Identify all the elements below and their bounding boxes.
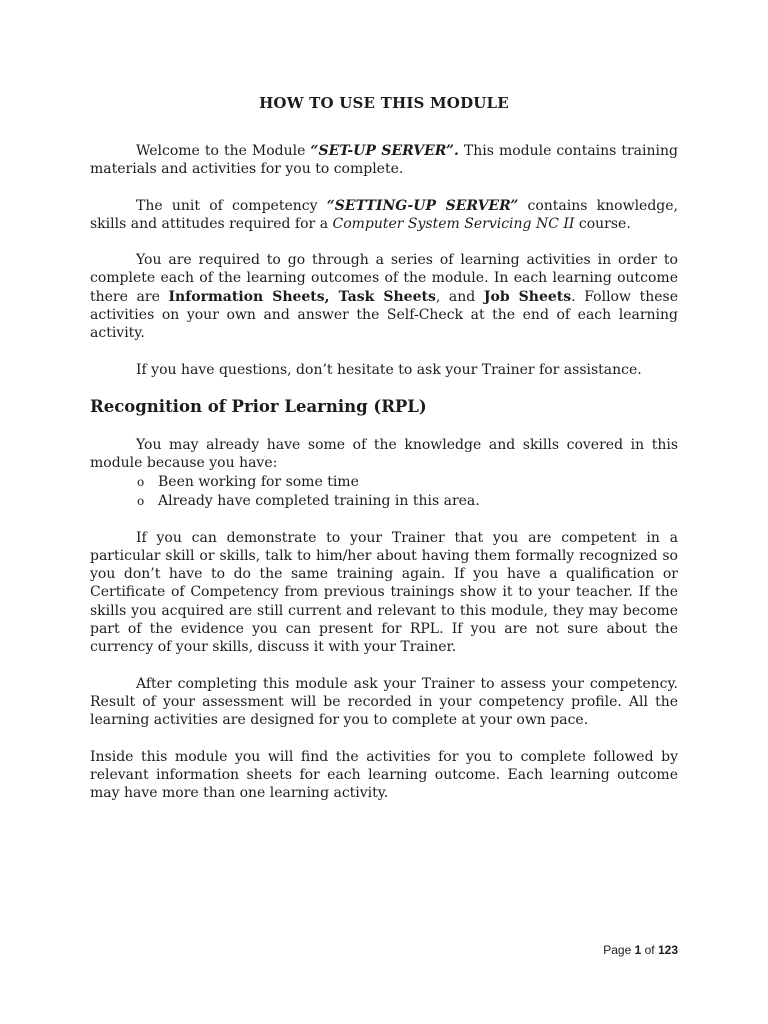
activities-text-c: , and	[435, 288, 484, 305]
welcome-text-c: This module contains training materials and activities for you to complete.	[90, 143, 678, 178]
demonstrate-paragraph: If you can demonstrate to your Trainer that you are competent in a particular skill or skills, talk to him/her about having them formally recognized so you don’t have to do the same training again. If you have a qualification or Certificate of Competency from previous trainings show it to your teacher. If the skills you acquired are still current and relevant to this module, they may become part of the evidence you can present for RPL. If you are not sure about the currency of your skills, discuss it with your Trainer.	[90, 529, 678, 656]
page-footer	[603, 943, 678, 957]
list-item	[90, 492, 678, 511]
list-item-text: Been working for some time	[158, 473, 359, 490]
module-name: “SET-UP SERVER”.	[310, 143, 459, 159]
inside-module-paragraph: Inside this module you will find the activities for you to complete followed by relevant information sheets for each learning outcome. Each learning outcome may have more than one learning activity.	[90, 748, 678, 802]
of-label: of	[641, 943, 658, 957]
page-number: 1	[634, 943, 642, 957]
activities-text-a: You are required to go through a series of learning activities in order to complete each of the learning outcomes of the module. In each learning outcome there are	[90, 252, 678, 305]
competency-text-c: contains knowledge, skills and attitudes required for a	[90, 197, 678, 232]
activities-text-e: . Follow these activities on your own and answer the Self-Check at the end of each learning activity.	[90, 288, 678, 342]
bullet-icon: o	[137, 493, 145, 508]
total-pages: 123	[657, 943, 678, 957]
bullet-icon: o	[137, 474, 145, 489]
rpl-intro-paragraph: You may already have some of the knowledge and skills covered in this module because you have:	[90, 436, 678, 472]
competency-name: “SETTING-UP SERVER”	[326, 197, 519, 214]
page-title: HOW TO USE THIS MODULE	[259, 94, 509, 112]
page-label: Page	[603, 943, 635, 957]
job-sheets-bold: Job Sheets	[483, 288, 572, 305]
rpl-heading: Recognition of Prior Learning (RPL)	[90, 396, 427, 416]
page-content	[90, 94, 678, 820]
list-item-text: Already have completed training in this area.	[158, 492, 480, 509]
competency-text-a: The unit of competency	[136, 197, 327, 214]
competency-paragraph	[90, 197, 678, 234]
activities-paragraph	[90, 251, 678, 342]
list-item	[90, 473, 678, 492]
sheet-types-bold: Information Sheets, Task Sheets	[168, 288, 436, 305]
questions-paragraph: If you have questions, don’t hesitate to ask your Trainer for assistance.	[136, 361, 642, 378]
welcome-text-a: Welcome to the Module	[136, 143, 311, 159]
welcome-paragraph	[90, 142, 678, 179]
course-name: Computer System Servicing NC II	[332, 215, 575, 232]
rpl-bullet-list	[90, 473, 678, 511]
competency-text-e: course.	[574, 215, 631, 232]
assessment-paragraph: After completing this module ask your Trainer to assess your competency. Result of your assessment will be recorded in your competency profile. All the learning activities are designed for you to complete at your own pace.	[90, 675, 678, 729]
